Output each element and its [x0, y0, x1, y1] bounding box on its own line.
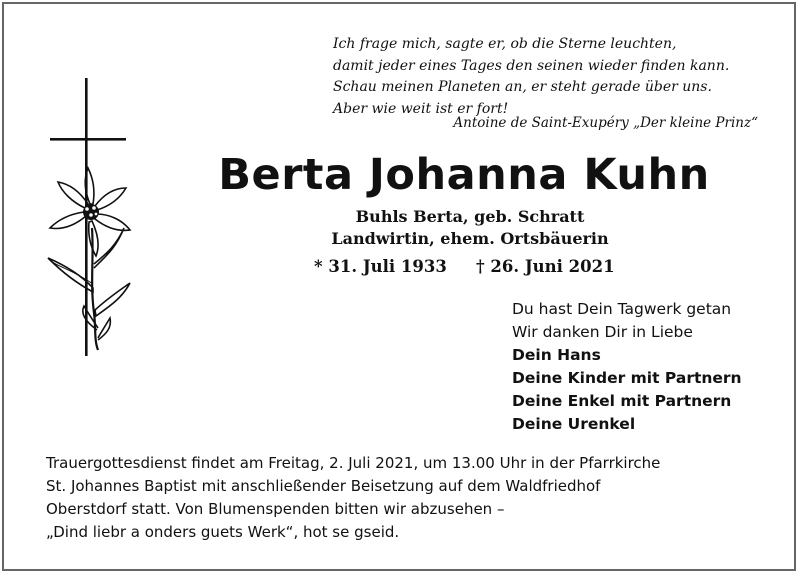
deceased-name: Berta Johanna Kuhn: [218, 150, 710, 200]
family-member: Deine Enkel mit Partnern: [512, 392, 732, 410]
occupation: Landwirtin, ehem. Ortsbäuerin: [331, 229, 609, 248]
poem-quote: [333, 34, 763, 120]
poem-attribution: Antoine de Saint-Exupéry „Der kleine Prinz“: [453, 115, 758, 131]
maiden-name: Buhls Berta, geb. Schratt: [355, 207, 585, 226]
family-member: Dein Hans: [512, 346, 601, 364]
farewell-line: Du hast Dein Tagwerk getan: [512, 300, 732, 318]
family-member: Deine Urenkel: [512, 415, 636, 433]
birth-date: * 31. Juli 1933: [314, 257, 447, 276]
service-details: [46, 452, 776, 544]
poem-line: Ich frage mich, sagte er, ob die Sterne leuchten,: [333, 36, 677, 52]
poem-line: damit jeder eines Tages den seinen wieder finden kann.: [333, 57, 730, 74]
poem-line: Schau meinen Planeten an, er steht gerade über uns.: [333, 79, 712, 95]
poem-line: Aber wie weit ist er fort!: [333, 100, 509, 117]
service-line: St. Johannes Baptist mit anschließender Beisetzung auf dem Waldfriedhof: [46, 477, 601, 495]
service-line: „Dind liebr a onders guets Werk“, hot se gseid.: [46, 523, 400, 541]
farewell-line: Wir danken Dir in Liebe: [512, 323, 693, 341]
service-line: Trauergottesdienst findet am Freitag, 2. Juli 2021, um 13.00 Uhr in der Pfarrkirche: [46, 454, 661, 472]
cross-with-edelweiss-icon: [40, 78, 140, 363]
family-member: Deine Kinder mit Partnern: [512, 369, 742, 387]
mourners-block: [512, 298, 782, 436]
death-date: † 26. Juni 2021: [476, 257, 615, 276]
service-line: Oberstdorf statt. Von Blumenspenden bitten wir abzusehen –: [46, 500, 505, 518]
